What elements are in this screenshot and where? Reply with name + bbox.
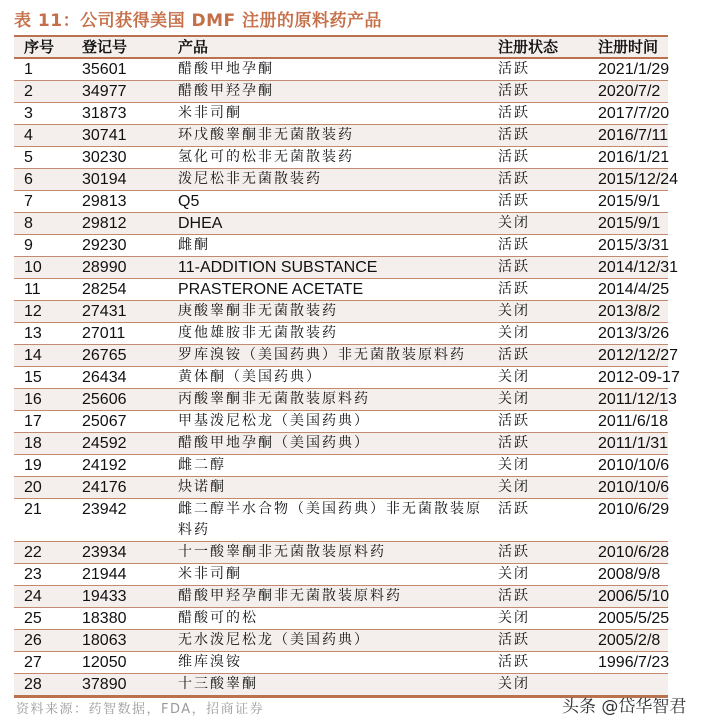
product-name: 泼尼松非无菌散装药 bbox=[178, 171, 322, 187]
product-name: 环戊酸睾酮非无菌散装药 bbox=[178, 127, 354, 143]
row-number: 11 bbox=[24, 281, 41, 298]
registration-date: 2014/12/31 bbox=[598, 259, 679, 276]
header-status: 注册状态 bbox=[498, 38, 559, 56]
table-row bbox=[14, 58, 668, 81]
dmf-table-container bbox=[14, 35, 680, 698]
registration-status: 关闭 bbox=[498, 325, 530, 341]
table-row bbox=[14, 279, 668, 301]
table-row bbox=[14, 235, 668, 257]
registration-number: 37890 bbox=[82, 676, 127, 693]
registration-status: 活跃 bbox=[498, 544, 530, 560]
registration-status: 活跃 bbox=[498, 435, 530, 451]
registration-status: 活跃 bbox=[498, 501, 530, 517]
row-number: 19 bbox=[24, 457, 42, 474]
table-row bbox=[14, 564, 668, 586]
registration-date: 2011/6/18 bbox=[598, 413, 668, 430]
row-number: 17 bbox=[24, 413, 42, 430]
row-number: 5 bbox=[24, 149, 33, 166]
row-number: 23 bbox=[24, 566, 42, 583]
product-name: 醋酸可的松 bbox=[178, 610, 258, 626]
registration-number: 29812 bbox=[82, 215, 127, 232]
registration-status: 关闭 bbox=[498, 391, 530, 407]
row-number: 18 bbox=[24, 435, 42, 452]
table-row bbox=[14, 345, 668, 367]
product-name: 十一酸睾酮非无菌散装原料药 bbox=[178, 544, 386, 560]
product-name: 炔诺酮 bbox=[178, 479, 226, 495]
header-product: 产品 bbox=[178, 38, 209, 56]
registration-date: 2012-09-17 bbox=[598, 369, 680, 386]
product-name: 无水泼尼松龙（美国药典） bbox=[178, 632, 370, 648]
registration-status: 关闭 bbox=[498, 610, 530, 626]
registration-date: 2017/7/20 bbox=[598, 105, 670, 122]
registration-date: 2012/12/27 bbox=[598, 347, 679, 364]
registration-number: 23934 bbox=[82, 544, 127, 561]
product-name: Q5 bbox=[178, 193, 200, 210]
registration-date: 2010/10/6 bbox=[598, 479, 670, 496]
registration-status: 活跃 bbox=[498, 281, 530, 297]
registration-status: 活跃 bbox=[498, 654, 530, 670]
row-number: 25 bbox=[24, 610, 42, 627]
row-number: 3 bbox=[24, 105, 33, 122]
registration-number: 25606 bbox=[82, 391, 127, 408]
registration-date: 2006/5/10 bbox=[598, 588, 670, 605]
registration-number: 31873 bbox=[82, 105, 127, 122]
row-number: 24 bbox=[24, 588, 42, 605]
registration-date: 2013/8/2 bbox=[598, 303, 661, 320]
registration-date: 2005/2/8 bbox=[598, 632, 661, 649]
row-number: 12 bbox=[24, 303, 42, 320]
registration-date: 2005/5/25 bbox=[598, 610, 670, 627]
registration-status: 活跃 bbox=[498, 237, 530, 253]
row-number: 8 bbox=[24, 215, 33, 232]
registration-date: 2011/1/31 bbox=[598, 435, 668, 452]
registration-status: 活跃 bbox=[498, 193, 530, 209]
registration-status: 关闭 bbox=[498, 215, 530, 231]
registration-status: 活跃 bbox=[498, 588, 530, 604]
product-name: 氢化可的松非无菌散装药 bbox=[178, 149, 354, 165]
row-number: 20 bbox=[24, 479, 42, 496]
registration-date: 2016/1/21 bbox=[598, 149, 670, 166]
registration-date: 2008/9/8 bbox=[598, 566, 661, 583]
product-name: 度他雄胺非无菌散装药 bbox=[178, 325, 338, 341]
product-name: 11-ADDITION SUBSTANCE bbox=[178, 259, 378, 276]
row-number: 21 bbox=[24, 501, 42, 518]
product-name: 米非司酮 bbox=[178, 105, 242, 121]
registration-date: 2010/10/6 bbox=[598, 457, 670, 474]
table-row bbox=[14, 169, 668, 191]
registration-status: 活跃 bbox=[498, 105, 530, 121]
table-row bbox=[14, 191, 668, 213]
row-number: 14 bbox=[24, 347, 42, 364]
table-row bbox=[14, 586, 668, 608]
table-row bbox=[14, 542, 668, 564]
registration-number: 29230 bbox=[82, 237, 127, 254]
registration-number: 30194 bbox=[82, 171, 127, 188]
registration-number: 26434 bbox=[82, 369, 127, 386]
product-name: 雌二醇 bbox=[178, 457, 226, 473]
product-name: 醋酸甲地孕酮 bbox=[178, 61, 274, 77]
row-number: 9 bbox=[24, 237, 33, 254]
header-num: 序号 bbox=[24, 38, 55, 56]
registration-date: 2021/1/29 bbox=[598, 61, 670, 78]
registration-date: 2015/12/24 bbox=[598, 171, 679, 188]
product-name: 丙酸睾酮非无菌散装原料药 bbox=[178, 391, 370, 407]
row-number: 26 bbox=[24, 632, 42, 649]
row-number: 16 bbox=[24, 391, 42, 408]
registration-date: 2011/12/13 bbox=[598, 391, 677, 408]
table-row bbox=[14, 630, 668, 652]
row-number: 13 bbox=[24, 325, 42, 342]
dmf-products-table bbox=[14, 35, 680, 698]
row-number: 27 bbox=[24, 654, 42, 671]
row-number: 7 bbox=[24, 193, 33, 210]
registration-number: 18063 bbox=[82, 632, 127, 649]
registration-date: 2020/7/2 bbox=[598, 83, 661, 100]
header-reg: 登记号 bbox=[82, 38, 128, 56]
registration-status: 活跃 bbox=[498, 413, 530, 429]
table-row bbox=[14, 411, 668, 433]
registration-status: 活跃 bbox=[498, 171, 530, 187]
registration-status: 关闭 bbox=[498, 457, 530, 473]
table-body bbox=[14, 58, 680, 697]
table-row bbox=[14, 455, 668, 477]
registration-status: 活跃 bbox=[498, 347, 530, 363]
table-row bbox=[14, 125, 668, 147]
row-number: 22 bbox=[24, 544, 42, 561]
table-row bbox=[14, 147, 668, 169]
registration-status: 关闭 bbox=[498, 369, 530, 385]
product-name: 维库溴铵 bbox=[178, 654, 242, 670]
row-number: 2 bbox=[24, 83, 33, 100]
row-number: 6 bbox=[24, 171, 33, 188]
registration-date: 2010/6/29 bbox=[598, 501, 670, 518]
registration-number: 29813 bbox=[82, 193, 127, 210]
product-name: PRASTERONE ACETATE bbox=[178, 281, 364, 298]
registration-number: 24192 bbox=[82, 457, 127, 474]
registration-status: 关闭 bbox=[498, 479, 530, 495]
registration-number: 28254 bbox=[82, 281, 127, 298]
registration-status: 活跃 bbox=[498, 149, 530, 165]
row-number: 1 bbox=[24, 61, 33, 78]
row-number: 4 bbox=[24, 127, 33, 144]
registration-number: 23942 bbox=[82, 501, 127, 518]
registration-number: 18380 bbox=[82, 610, 127, 627]
registration-number: 30230 bbox=[82, 149, 127, 166]
registration-date: 2014/4/25 bbox=[598, 281, 670, 298]
registration-number: 26765 bbox=[82, 347, 127, 364]
table-row bbox=[14, 389, 668, 411]
product-name: 十三酸睾酮 bbox=[178, 676, 258, 692]
product-name: 醋酸甲羟孕酮非无菌散装原料药 bbox=[178, 588, 402, 604]
registration-date: 1996/7/23 bbox=[598, 654, 670, 671]
registration-number: 30741 bbox=[82, 127, 127, 144]
table-header-row bbox=[14, 36, 668, 58]
product-name: 罗库溴铵（美国药典）非无菌散装原料药 bbox=[178, 347, 466, 363]
registration-number: 35601 bbox=[82, 61, 127, 78]
row-number: 15 bbox=[24, 369, 42, 386]
registration-number: 12050 bbox=[82, 654, 127, 671]
watermark: 头条 @岱华智君 bbox=[562, 697, 687, 717]
registration-status: 活跃 bbox=[498, 61, 530, 77]
table-row bbox=[14, 213, 668, 235]
registration-number: 19433 bbox=[82, 588, 127, 605]
header-date: 注册时间 bbox=[598, 38, 659, 56]
registration-status: 活跃 bbox=[498, 259, 530, 275]
row-number: 28 bbox=[24, 676, 42, 693]
registration-date: 2016/7/11 bbox=[598, 127, 668, 144]
registration-date: 2010/6/28 bbox=[598, 544, 670, 561]
product-name: 雌二醇半水合物（美国药典）非无菌散装原料药 bbox=[178, 501, 482, 538]
table-row bbox=[14, 323, 668, 345]
table-row bbox=[14, 433, 668, 455]
registration-status: 关闭 bbox=[498, 566, 530, 582]
registration-number: 27011 bbox=[82, 325, 126, 342]
registration-date: 2015/9/1 bbox=[598, 193, 661, 210]
table-row bbox=[14, 499, 668, 542]
table-row bbox=[14, 367, 668, 389]
table-row bbox=[14, 301, 668, 323]
registration-date: 2015/9/1 bbox=[598, 215, 661, 232]
registration-status: 活跃 bbox=[498, 632, 530, 648]
product-name: DHEA bbox=[178, 215, 223, 232]
registration-number: 34977 bbox=[82, 83, 127, 100]
registration-number: 27431 bbox=[82, 303, 127, 320]
table-row bbox=[14, 257, 668, 279]
registration-status: 活跃 bbox=[498, 127, 530, 143]
product-name: 黄体酮（美国药典） bbox=[178, 369, 322, 385]
table-row bbox=[14, 608, 668, 630]
registration-date: 2013/3/26 bbox=[598, 325, 670, 342]
table-row bbox=[14, 652, 668, 674]
registration-status: 关闭 bbox=[498, 303, 530, 319]
product-name: 醋酸甲地孕酮（美国药典） bbox=[178, 435, 370, 451]
source-note: 资料来源：药智数据，FDA，招商证券 bbox=[16, 702, 265, 717]
table-row bbox=[14, 477, 668, 499]
product-name: 庚酸睾酮非无菌散装药 bbox=[178, 303, 338, 319]
product-name: 甲基泼尼松龙（美国药典） bbox=[178, 413, 370, 429]
row-number: 10 bbox=[24, 259, 42, 276]
registration-number: 24176 bbox=[82, 479, 127, 496]
registration-date: 2015/3/31 bbox=[598, 237, 670, 254]
registration-number: 24592 bbox=[82, 435, 127, 452]
table-row bbox=[14, 81, 668, 103]
product-name: 醋酸甲羟孕酮 bbox=[178, 83, 274, 99]
registration-number: 21944 bbox=[82, 566, 127, 583]
registration-number: 25067 bbox=[82, 413, 127, 430]
registration-number: 28990 bbox=[82, 259, 127, 276]
product-name: 米非司酮 bbox=[178, 566, 242, 582]
table-row bbox=[14, 103, 668, 125]
table-caption: 表 11：公司获得美国 DMF 注册的原料药产品 bbox=[14, 11, 383, 31]
registration-status: 活跃 bbox=[498, 83, 530, 99]
registration-status: 关闭 bbox=[498, 676, 530, 692]
product-name: 雌酮 bbox=[178, 237, 210, 253]
